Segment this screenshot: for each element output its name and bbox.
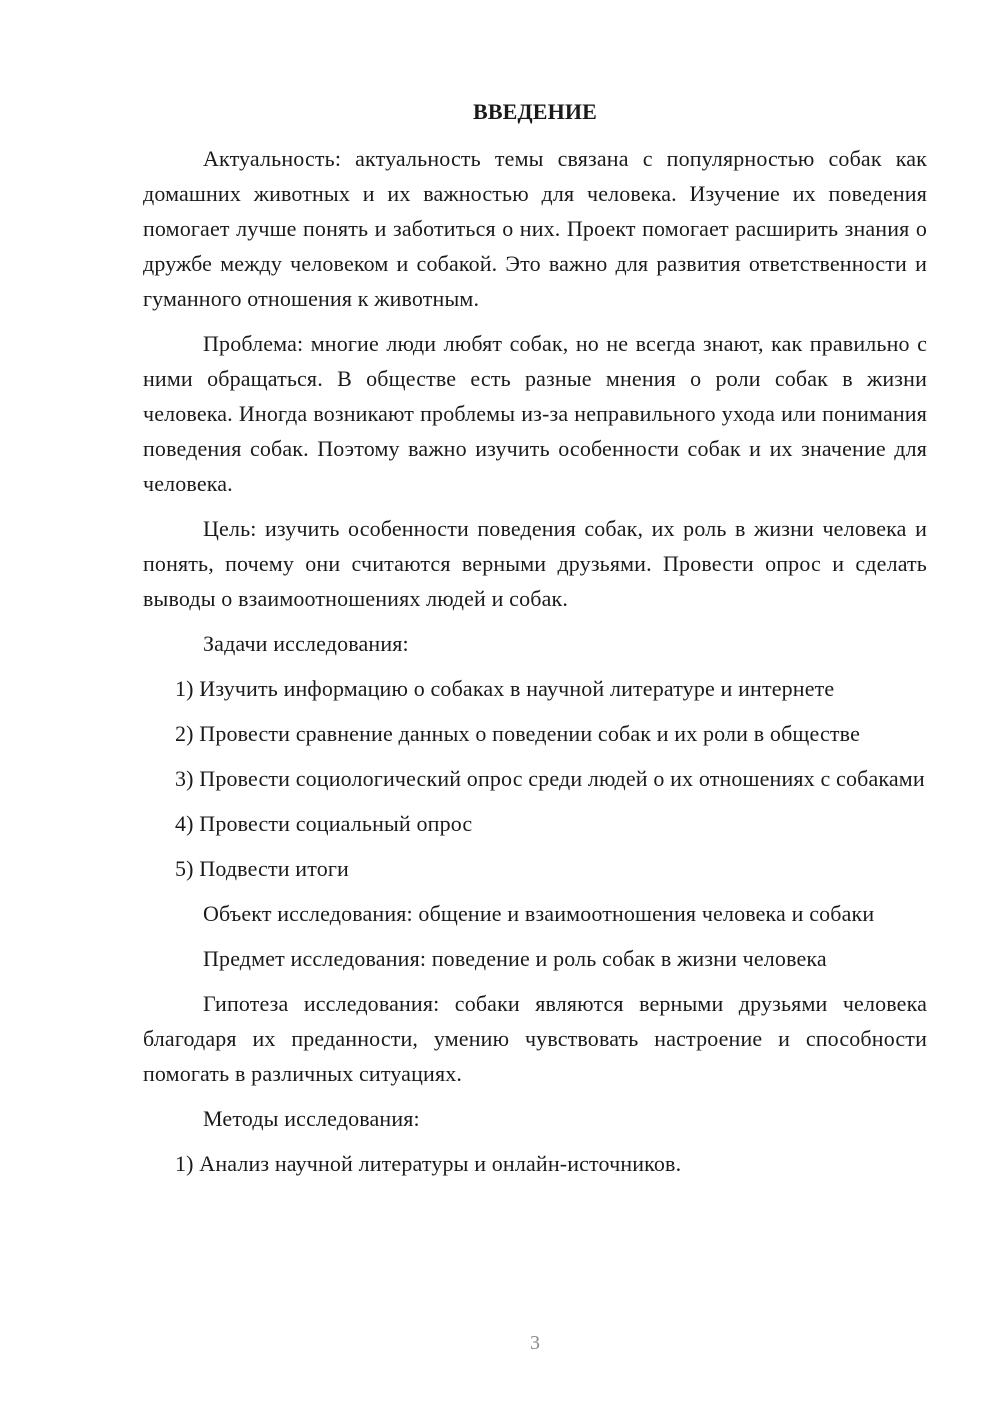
tasks-heading: Задачи исследования:: [203, 631, 409, 656]
page-number: 3: [530, 1332, 540, 1354]
subject-paragraph: Предмет исследования: поведение и роль собак в жизни человека: [203, 946, 827, 971]
task-item: 2) Провести сравнение данных о поведении собак и их роли в обществе: [175, 721, 860, 746]
document-page: [143, 94, 927, 1191]
hypothesis-paragraph: Гипотеза исследования: собаки являются верными друзьями человека благодаря их преданности, умению чувствовать настроение и способности помогать в различных ситуациях.: [143, 991, 927, 1086]
task-item: 3) Провести социологический опрос среди людей о их отношениях с собаками: [175, 766, 925, 791]
section-title: ВВЕДЕНИЕ: [473, 99, 597, 124]
methods-heading: Методы исследования:: [203, 1106, 420, 1131]
task-item: 5) Подвести итоги: [175, 856, 349, 881]
object-paragraph: Объект исследования: общение и взаимоотношения человека и собаки: [203, 901, 875, 926]
problem-paragraph: Проблема: многие люди любят собак, но не всегда знают, как правильно с ними обращаться. В обществе есть разные мнения о роли собак в жизни человека. Иногда возникают проблемы из-за неправильного ухода или понимания поведения собак. Поэтому важно изучить особенности собак и их значение для человека.: [143, 331, 927, 496]
task-item: 4) Провести социальный опрос: [175, 811, 473, 836]
method-item: 1) Анализ научной литературы и онлайн-источников.: [175, 1151, 682, 1176]
relevance-paragraph: Актуальность: актуальность темы связана с популярностью собак как домашних животных и их важностью для человека. Изучение их поведения помогает лучше понять и заботиться о них. Проект помогает расширить знания о дружбе между человеком и собакой. Это важно для развития ответственности и гуманного отношения к животным.: [143, 146, 927, 311]
task-item: 1) Изучить информацию о собаках в научной литературе и интернете: [175, 676, 835, 701]
goal-paragraph: Цель: изучить особенности поведения собак, их роль в жизни человека и понять, почему они считаются верными друзьями. Провести опрос и сделать выводы о взаимоотношениях людей и собак.: [143, 516, 927, 611]
